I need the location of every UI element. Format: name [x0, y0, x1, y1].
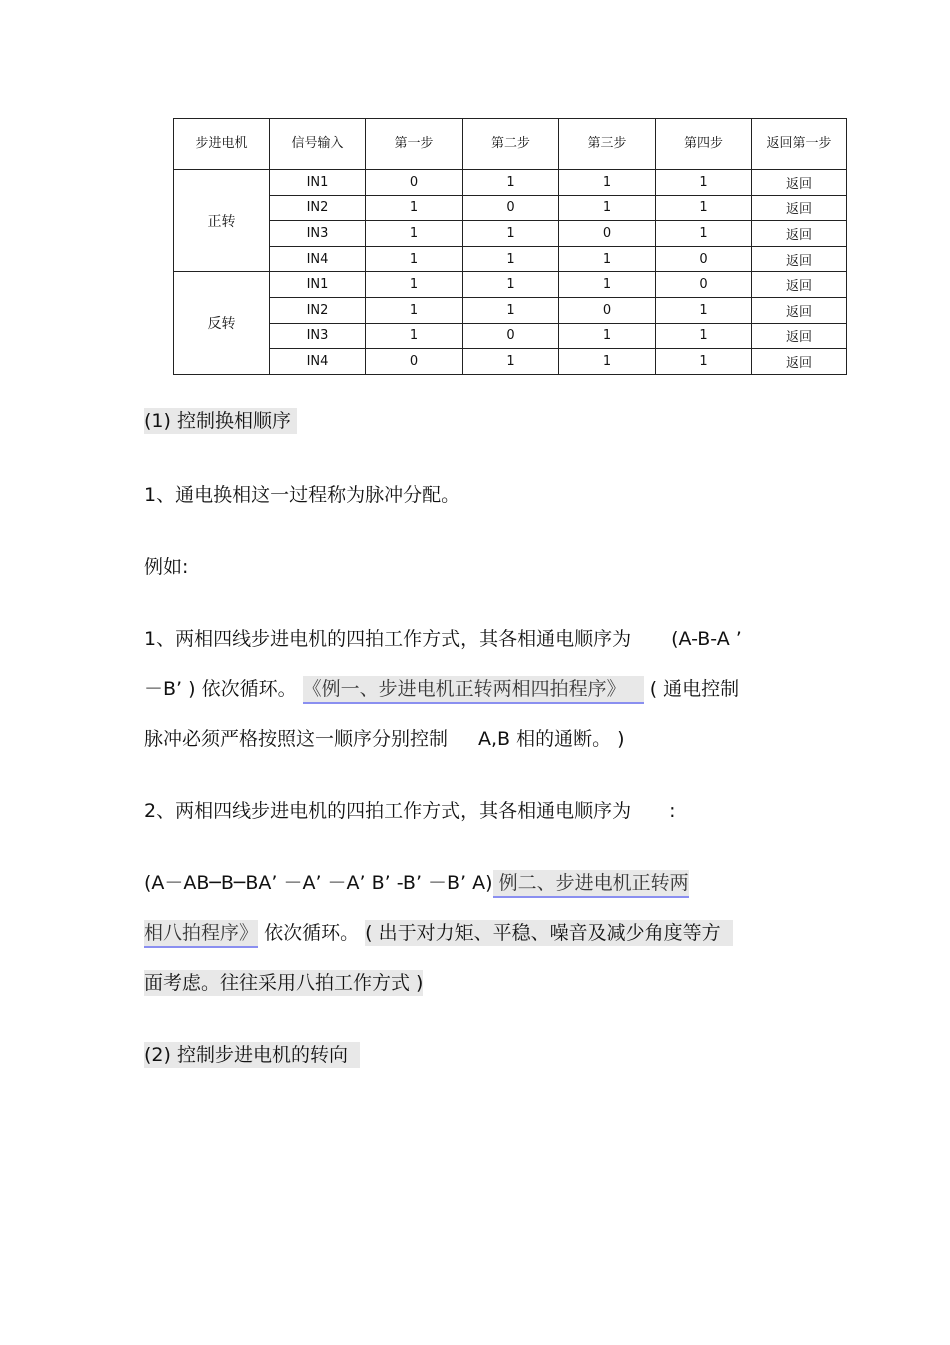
step-value-cell: 1 [656, 323, 752, 349]
return-cell: 返回 [752, 221, 847, 247]
step-value-cell: 1 [656, 195, 752, 221]
step-value-cell: 1 [366, 246, 463, 272]
signal-input-cell: IN1 [270, 170, 366, 196]
step-value-cell: 0 [656, 246, 752, 272]
step-value-cell: 1 [366, 297, 463, 323]
example-two-link-continued[interactable]: 相八拍程序》 [144, 920, 258, 948]
signal-input-cell: IN3 [270, 323, 366, 349]
step-value-cell: 1 [366, 221, 463, 247]
step-value-cell: 1 [656, 349, 752, 375]
paragraph-pulse-distribution [144, 470, 814, 520]
paragraph-four-beat [144, 614, 814, 764]
paragraph-example [144, 542, 814, 592]
signal-input-cell: IN1 [270, 272, 366, 298]
return-cell: 返回 [752, 297, 847, 323]
step-value-cell: 1 [559, 246, 656, 272]
step-value-cell: 1 [559, 349, 656, 375]
table-row [174, 323, 847, 349]
direction-label: 正转 [174, 170, 270, 272]
paragraph-text: 1、两相四线步进电机的四拍工作方式，其各相通电顺序为 [144, 628, 632, 650]
example-one-link[interactable]: 《例一、步进电机正转两相四拍程序》 [303, 676, 626, 704]
table-row [174, 272, 847, 298]
step-value-cell: 1 [656, 170, 752, 196]
paragraph-text: 1、通电换相这一过程称为脉冲分配。 [144, 484, 461, 506]
heading-text: (2) 控制步进电机的转向 [144, 1044, 348, 1066]
table-row [174, 246, 847, 272]
header-cell: 信号输入 [270, 119, 366, 170]
note-text: 面考虑。往往采用八拍工作方式 ) [144, 972, 424, 994]
header-cell: 第三步 [559, 119, 656, 170]
line [144, 664, 814, 714]
step-value-cell: 1 [366, 195, 463, 221]
header-cell: 步进电机 [174, 119, 270, 170]
signal-input-cell: IN3 [270, 221, 366, 247]
step-value-cell: 1 [559, 170, 656, 196]
signal-input-cell: IN4 [270, 246, 366, 272]
return-cell: 返回 [752, 272, 847, 298]
step-sequence-table [173, 118, 847, 375]
section-heading-1 [144, 396, 814, 446]
paragraph-eight-beat [144, 858, 814, 1008]
paragraph-text: 例如: [144, 556, 189, 578]
step-value-cell: 0 [463, 195, 559, 221]
heading-text: (1) 控制换相顺序 [144, 410, 291, 432]
step-value-cell: 1 [463, 272, 559, 298]
step-value-cell: 0 [559, 221, 656, 247]
paragraph-text: A,B 相的通断。 ) [478, 728, 625, 750]
table-row [174, 297, 847, 323]
section-heading-2 [144, 1030, 814, 1080]
step-value-cell: 1 [366, 323, 463, 349]
step-value-cell: 0 [559, 297, 656, 323]
step-value-cell: 0 [463, 323, 559, 349]
step-value-cell: 1 [463, 349, 559, 375]
step-value-cell: 0 [366, 349, 463, 375]
table-row [174, 221, 847, 247]
sequence-text: (A-B-A ’ [671, 628, 742, 650]
example-two-link[interactable]: 例二、步进电机正转两 [493, 870, 689, 898]
table-header-row [174, 119, 847, 170]
paragraph-eight-beat-intro [144, 786, 814, 836]
table-body [174, 170, 847, 375]
paragraph-text: 依次循环。 [264, 922, 360, 944]
step-value-cell: 0 [366, 170, 463, 196]
signal-input-cell: IN2 [270, 297, 366, 323]
step-value-cell: 1 [463, 221, 559, 247]
step-value-cell: 1 [656, 221, 752, 247]
line [144, 908, 814, 958]
step-value-cell: 1 [463, 170, 559, 196]
paragraph-text: 2、两相四线步进电机的四拍工作方式，其各相通电顺序为 [144, 800, 632, 822]
line [144, 858, 814, 908]
step-value-cell: 1 [366, 272, 463, 298]
paragraph-text: 脉冲必须严格按照这一顺序分别控制 [144, 728, 449, 750]
direction-label: 反转 [174, 272, 270, 374]
step-value-cell: 1 [463, 246, 559, 272]
step-value-cell: 1 [559, 195, 656, 221]
line [144, 958, 814, 1008]
table-row [174, 170, 847, 196]
return-cell: 返回 [752, 323, 847, 349]
step-value-cell: 1 [559, 323, 656, 349]
header-cell: 第四步 [656, 119, 752, 170]
step-value-cell: 0 [656, 272, 752, 298]
line [144, 614, 814, 664]
header-cell: 第二步 [463, 119, 559, 170]
sequence-text: (A－AB─B─BA’ －A’ －A’ B’ -B’ －B’ A) [144, 872, 493, 894]
step-value-cell: 1 [463, 297, 559, 323]
step-value-cell: 1 [656, 297, 752, 323]
return-cell: 返回 [752, 349, 847, 375]
signal-input-cell: IN2 [270, 195, 366, 221]
paragraph-text: －B’ ) 依次循环。 [144, 678, 297, 700]
note-text: ( 出于对力矩、平稳、噪音及减少角度等方 [365, 922, 721, 944]
table-row [174, 349, 847, 375]
line [144, 714, 814, 764]
return-cell: 返回 [752, 170, 847, 196]
table-row [174, 195, 847, 221]
header-cell: 第一步 [366, 119, 463, 170]
step-value-cell: 1 [559, 272, 656, 298]
paragraph-text: : [669, 800, 676, 822]
return-cell: 返回 [752, 195, 847, 221]
header-cell: 返回第一步 [752, 119, 847, 170]
signal-input-cell: IN4 [270, 349, 366, 375]
paragraph-text: ( 通电控制 [649, 678, 740, 700]
return-cell: 返回 [752, 246, 847, 272]
